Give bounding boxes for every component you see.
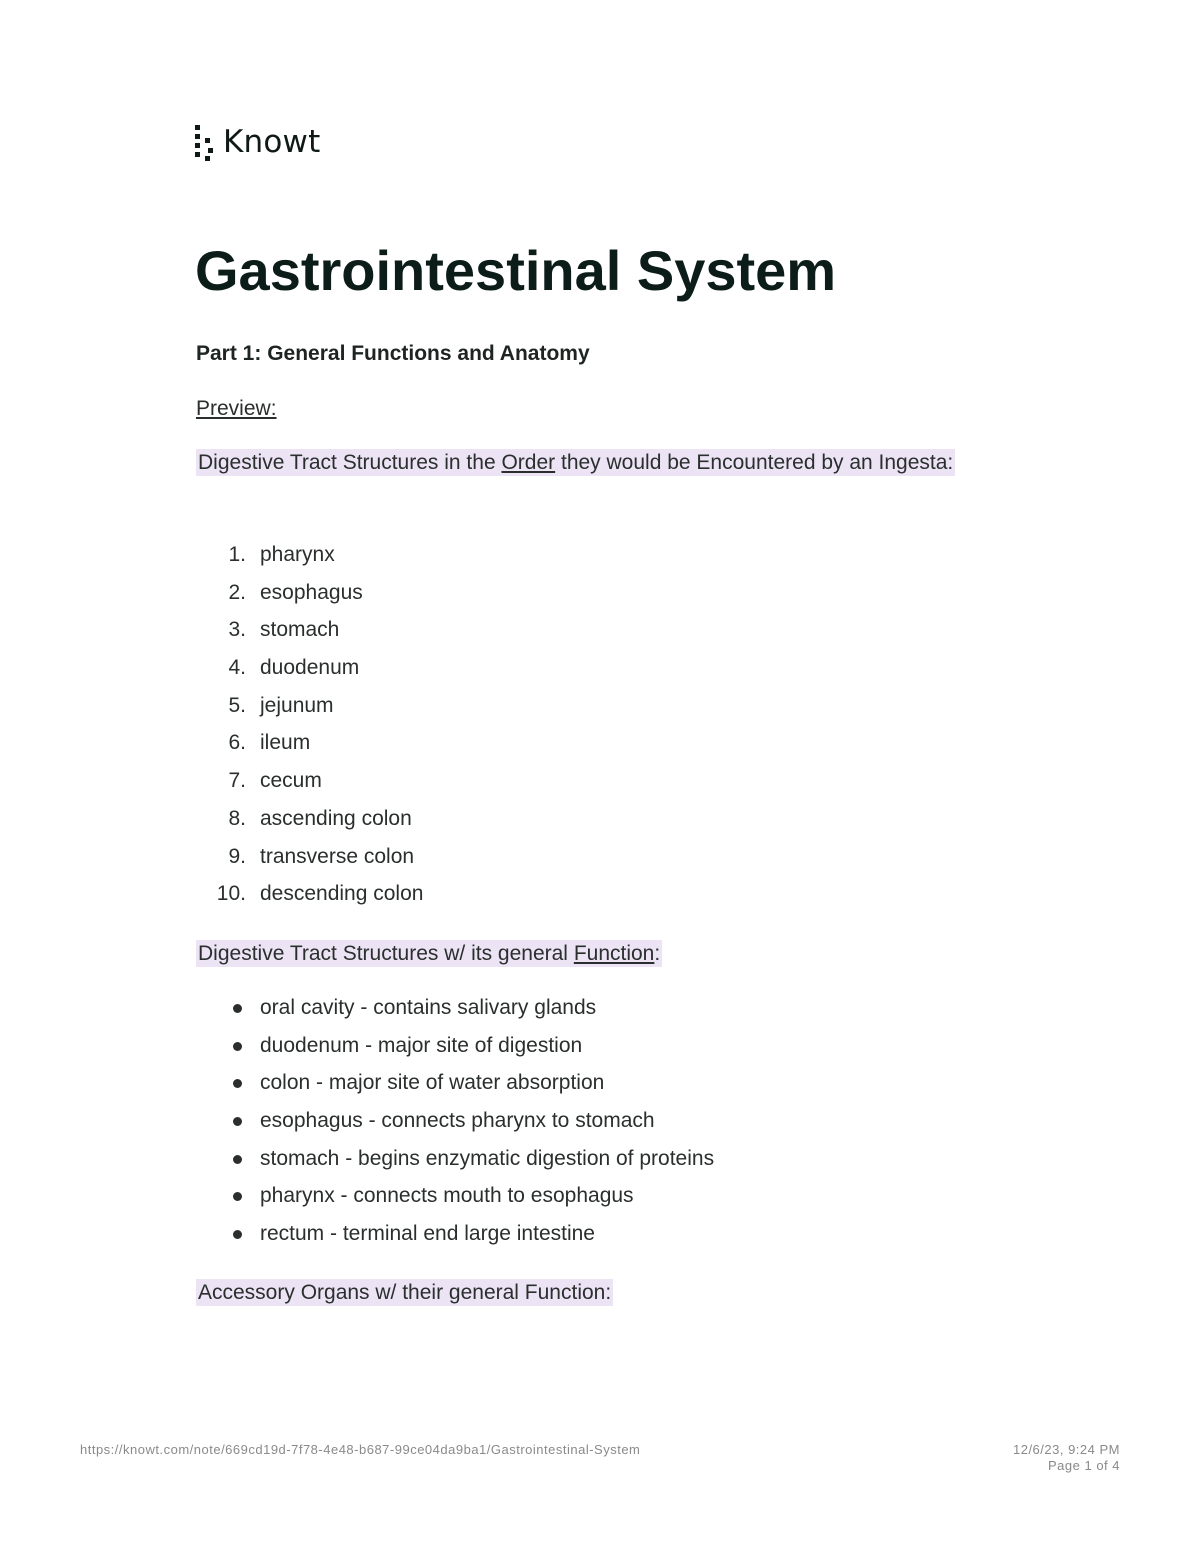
list-item-text: duodenum: [260, 656, 360, 680]
list-item: [196, 687, 423, 725]
list-item-number: 4.: [228, 656, 246, 680]
accessory-heading: [196, 1274, 613, 1312]
order-heading-text-after: they would be Encountered by an Ingesta:: [555, 451, 954, 474]
footer-page-number: Page 1 of 4: [1048, 1458, 1120, 1473]
list-item: [196, 1215, 714, 1253]
bullet-icon: [233, 1079, 242, 1088]
list-item-text: ileum: [260, 731, 311, 755]
knowt-logo: [193, 122, 320, 162]
bullet-icon: [233, 1155, 242, 1164]
list-item: [196, 574, 423, 612]
bullet-icon: [233, 1117, 242, 1126]
list-item: [196, 536, 423, 574]
footer-datetime: 12/6/23, 9:24 PM: [1012, 1442, 1120, 1457]
bullet-icon: [233, 1192, 242, 1201]
list-item: [196, 875, 423, 913]
list-item: [196, 724, 423, 762]
list-item: [196, 800, 423, 838]
knowt-logo-text: Knowt: [223, 124, 321, 160]
list-item: [196, 989, 714, 1027]
order-heading-text-before: Digestive Tract Structures in the: [198, 451, 502, 474]
list-item-number: 3.: [228, 618, 246, 642]
list-item-number: 9.: [228, 844, 246, 868]
bullet-icon: [233, 1230, 242, 1239]
list-item-text: cecum: [260, 769, 322, 793]
preview-label: Preview:: [196, 397, 277, 420]
list-item-text: duodenum - major site of digestion: [260, 1033, 583, 1057]
accessory-heading-text: Accessory Organs w/ their general Function:: [198, 1281, 612, 1304]
list-item-text: ascending colon: [260, 806, 412, 830]
order-list: [196, 536, 423, 913]
list-item: [196, 838, 423, 876]
list-item-text: esophagus - connects pharynx to stomach: [260, 1109, 655, 1133]
list-item-text: pharynx - connects mouth to esophagus: [260, 1184, 634, 1208]
list-item-text: jejunum: [260, 693, 334, 717]
bullet-icon: [233, 1042, 242, 1051]
list-item-number: 7.: [228, 769, 246, 793]
list-item: [196, 1102, 714, 1140]
list-item: [196, 1027, 714, 1065]
list-item: [196, 1064, 714, 1102]
list-item-number: 8.: [228, 806, 246, 830]
list-item-number: 6.: [228, 731, 246, 755]
list-item: [196, 1140, 714, 1178]
knowt-logo-icon: [193, 123, 215, 161]
order-heading: [196, 444, 956, 482]
order-heading-underlined: Order: [501, 451, 556, 474]
list-item-text: rectum - terminal end large intestine: [260, 1222, 595, 1246]
list-item-number: 1.: [228, 543, 246, 566]
list-item-text: oral cavity - contains salivary glands: [260, 996, 597, 1019]
list-item-text: colon - major site of water absorption: [260, 1071, 605, 1095]
list-item: [196, 1177, 714, 1215]
part-heading: Part 1: General Functions and Anatomy: [196, 342, 590, 365]
footer-url: https://knowt.com/note/669cd19d-7f78-4e48-b687-99ce04da9ba1/Gastrointestinal-System: [80, 1442, 641, 1457]
list-item: [196, 649, 423, 687]
function-heading-underlined: Function: [573, 942, 655, 965]
function-heading-text-before: Digestive Tract Structures w/ its general: [198, 942, 574, 965]
function-heading-text-after: :: [654, 942, 661, 965]
list-item-number: 2.: [228, 580, 246, 604]
bullet-icon: [233, 1004, 242, 1013]
list-item-text: stomach - begins enzymatic digestion of proteins: [260, 1146, 715, 1170]
page-title: Gastrointestinal System: [195, 239, 837, 302]
list-item-text: transverse colon: [260, 844, 415, 868]
list-item-number: 10.: [216, 882, 246, 906]
list-item: [196, 762, 423, 800]
list-item: [196, 611, 423, 649]
function-heading: [196, 935, 662, 973]
list-item-text: esophagus: [260, 580, 363, 604]
list-item-text: descending colon: [260, 882, 424, 906]
list-item-text: stomach: [260, 618, 340, 642]
footer-meta: [1013, 1442, 1120, 1474]
list-item-text: pharynx: [260, 543, 335, 566]
list-item-number: 5.: [228, 693, 246, 717]
function-list: [196, 989, 714, 1253]
